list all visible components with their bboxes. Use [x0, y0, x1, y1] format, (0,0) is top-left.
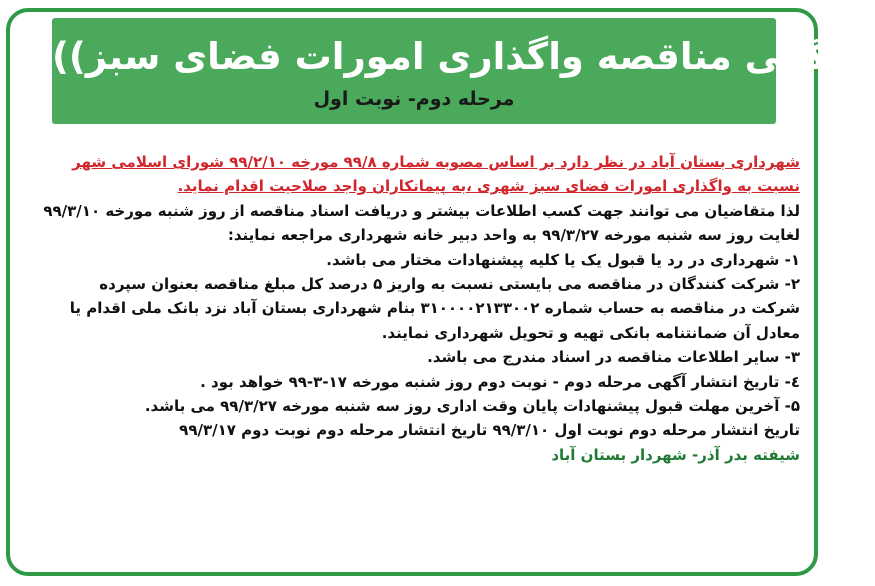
notice-frame: [6, 8, 875, 576]
notice-header: [52, 18, 875, 124]
publication-dates: تاریخ انتشار مرحله دوم نوبت اول ۹۹/۳/۱۰ تاریخ انتشار مرحله دوم نوبت دوم ۹۹/۳/۱۷: [179, 421, 800, 440]
intro-line-1: شهرداری بستان آباد در نظر دارد بر اساس مصوبه شماره ۹۹/۸ مورخه ۹۹/۲/۱۰ شورای اسلامی شهر: [72, 153, 800, 171]
clause-2-cont: معادل آن ضمانتنامه بانکی تهیه و تحویل شهرداری نمایند.: [381, 323, 800, 342]
body-line: لذا متقاضیان می توانند جهت کسب اطلاعات بیشتر و دریافت اسناد مناقصه از روز شنبه مورخه ۹۹/۳/۱۰: [43, 201, 800, 220]
intro-line-2: نسبت به واگذاری امورات فضای سبز شهری ،به پیمانکاران واجد صلاحیت اقدام نماید.: [177, 177, 800, 196]
clause-2-cont: شرکت در مناقصه به حساب شماره ۳۱۰۰۰۰۲۱۳۳۰۰۲ بنام شهرداری بستان آباد نزد بانک ملی اقدام یا: [69, 299, 800, 318]
body-line: لغایت روز سه شنبه مورخه ۹۹/۳/۲۷ به واحد دبیر خانه شهرداری مراجعه نمایند:: [227, 226, 800, 245]
clause-5: ۵- آخرین مهلت قبول پیشنهادات پایان وقت اداری روز سه شنبه مورخه ۹۹/۳/۲۷ می باشد.: [144, 397, 800, 416]
notice-title: ((آگهی مناقصه واگذاری امورات فضای سبز)): [52, 35, 875, 78]
notice-body: [24, 150, 800, 467]
clause-2: ۲- شرکت کنندگان در مناقصه می بایستی نسبت به واریز ۵ درصد کل مبلغ مناقصه بعنوان سپرده: [99, 275, 800, 294]
signature: شیفته بدر آذر- شهردار بستان آباد: [551, 445, 800, 464]
clause-1: ۱- شهرداری در رد یا قبول یک یا کلیه پیشنهادات مختار می باشد.: [326, 250, 800, 269]
notice-subtitle: مرحله دوم- نوبت اول: [313, 88, 515, 110]
clause-3: ۳- سایر اطلاعات مناقصه در اسناد مندرج می باشد.: [427, 348, 800, 367]
clause-4: ٤- تاریخ انتشار آگهی مرحله دوم - نوبت دوم روز شنبه مورخه ۱۷-۳-۹۹ خواهد بود .: [200, 372, 800, 391]
